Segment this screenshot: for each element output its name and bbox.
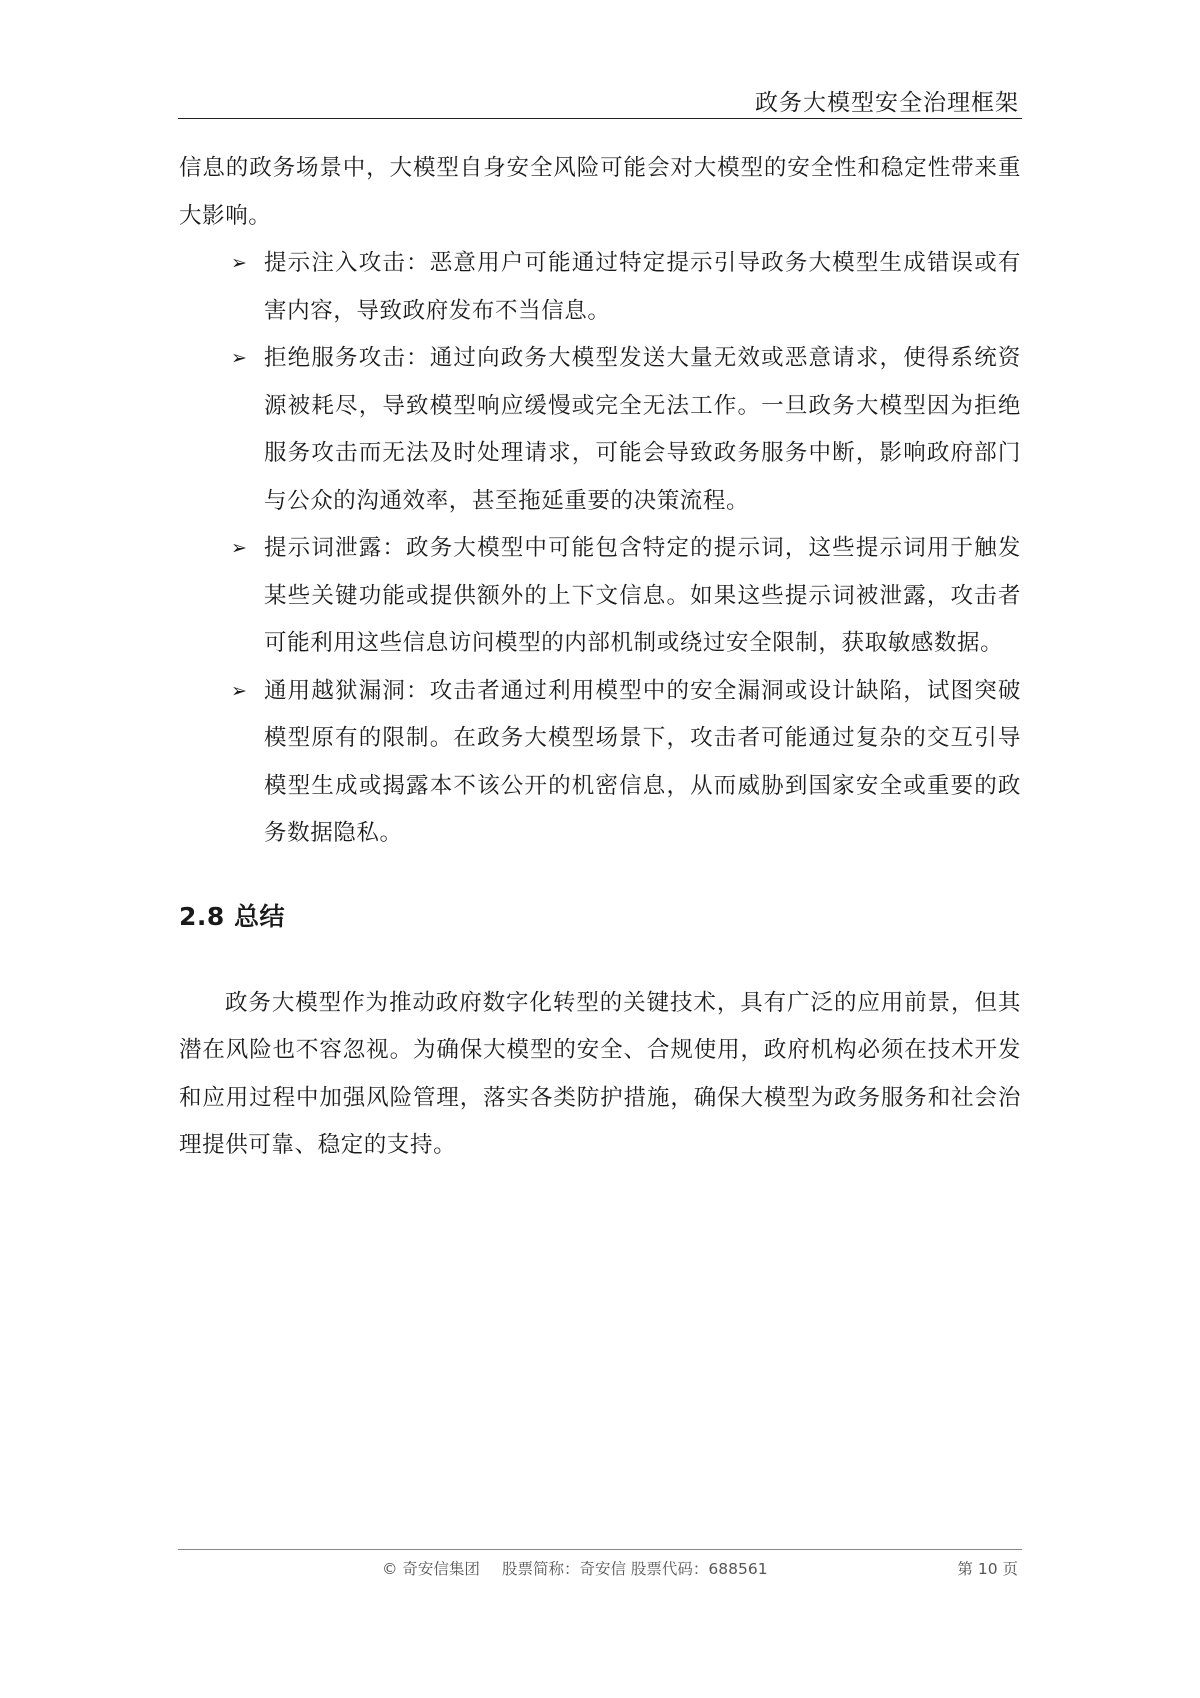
footer-company-info xyxy=(382,1557,768,1579)
arrow-bullet-icon: ➢ xyxy=(231,347,248,369)
arrow-bullet-icon: ➢ xyxy=(231,252,248,274)
footer-stock-code: 股票代码：688561 xyxy=(630,1560,768,1578)
page-content xyxy=(179,145,1021,1170)
list-item xyxy=(179,335,1021,525)
list-item-text: 提示词泄露：政务大模型中可能包含特定的提示词，这些提示词用于触发某些关键功能或提供额外的上下文信息。如果这些提示词被泄露，攻击者可能利用这些信息访问模型的内部机制或绕过安全限制，获取敏感数据。 xyxy=(264,535,1021,656)
intro-paragraph: 信息的政务场景中，大模型自身安全风险可能会对大模型的安全性和稳定性带来重大影响。 xyxy=(179,155,1021,229)
risk-list xyxy=(179,240,1021,858)
header-divider xyxy=(178,118,1022,119)
list-item-text: 拒绝服务攻击：通过向政务大模型发送大量无效或恶意请求，使得系统资源被耗尽，导致模型响应缓慢或完全无法工作。一旦政务大模型因为拒绝服务攻击而无法及时处理请求，可能会导致政务服务中断，影响政府部门与公众的沟通效率，甚至拖延重要的决策流程。 xyxy=(264,345,1021,514)
footer-divider xyxy=(178,1549,1022,1550)
page-footer xyxy=(178,1557,1022,1581)
page-number: 第 10 页 xyxy=(957,1560,1018,1578)
arrow-bullet-icon: ➢ xyxy=(231,537,248,559)
footer-copyright: © 奇安信集团 xyxy=(382,1560,480,1578)
arrow-bullet-icon: ➢ xyxy=(231,679,248,702)
footer-stock-name: 股票简称：奇安信 xyxy=(501,1560,626,1578)
list-item xyxy=(179,240,1021,335)
list-item-text: 提示注入攻击：恶意用户可能通过特定提示引导政务大模型生成错误或有害内容，导致政府发布不当信息。 xyxy=(264,250,1021,324)
page-header-title: 政务大模型安全治理框架 xyxy=(755,90,1019,116)
section-heading: 2.8 总结 xyxy=(179,901,285,931)
list-item xyxy=(179,668,1021,858)
list-item-text: 通用越狱漏洞：攻击者通过利用模型中的安全漏洞或设计缺陷，试图突破模型原有的限制。在政务大模型场景下，攻击者可能通过复杂的交互引导模型生成或揭露本不该公开的机密信息，从而威胁到国家安全或重要的政务数据隐私。 xyxy=(264,677,1021,846)
list-item xyxy=(179,525,1021,668)
summary-paragraph: 政务大模型作为推动政府数字化转型的关键技术，具有广泛的应用前景，但其潜在风险也不容忽视。为确保大模型的安全、合规使用，政府机构必须在技术开发和应用过程中加强风险管理，落实各类防护措施，确保大模型为政务服务和社会治理提供可靠、稳定的支持。 xyxy=(179,989,1021,1158)
